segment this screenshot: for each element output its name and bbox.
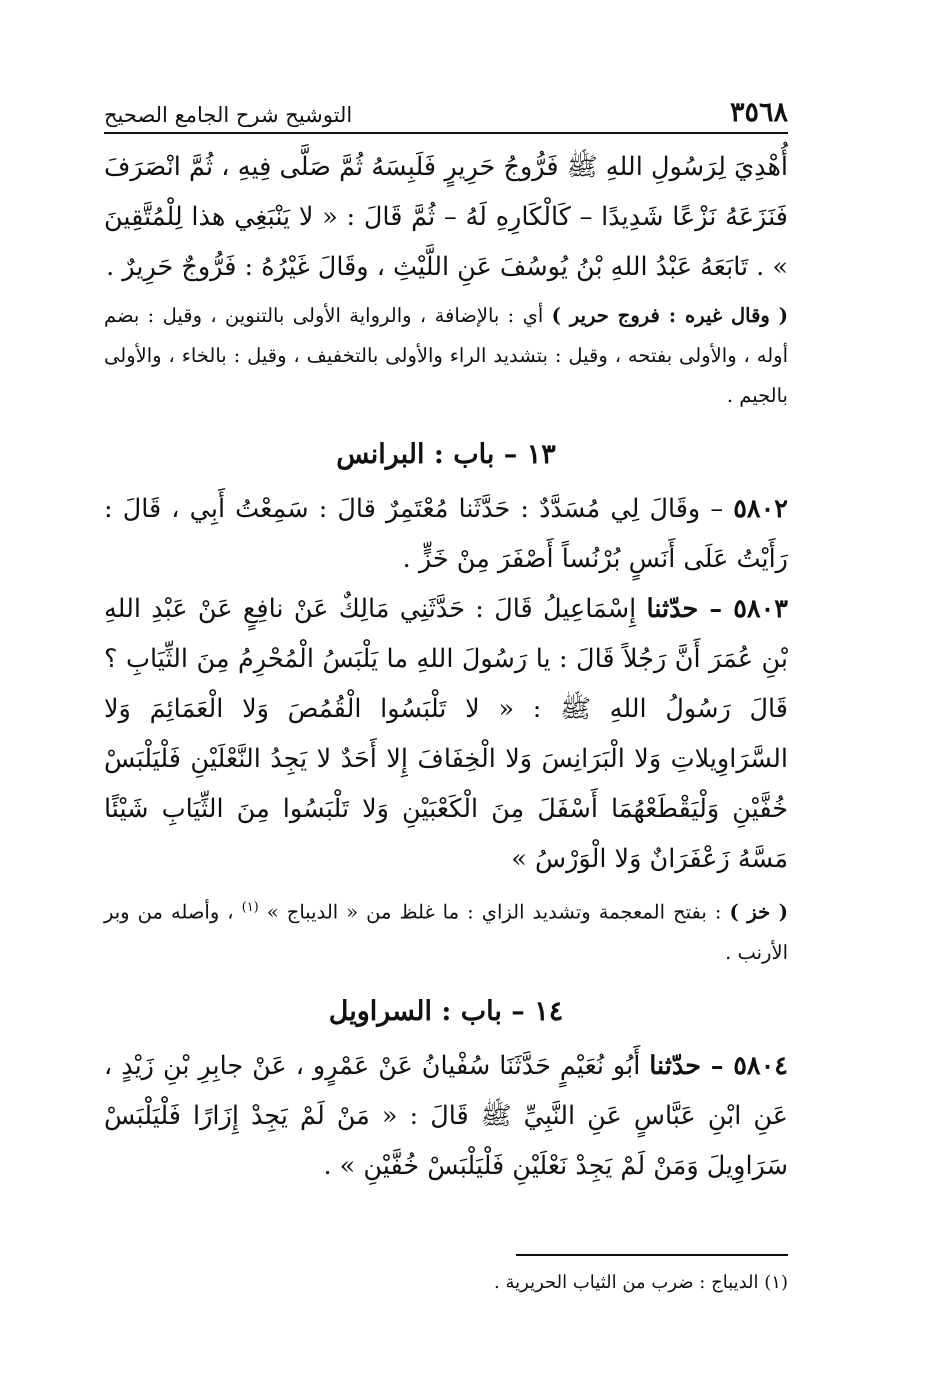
hadith-5802 bbox=[104, 484, 788, 584]
commentary-khazz bbox=[104, 888, 788, 973]
commentary-lemma: ( خز ) bbox=[729, 900, 788, 924]
hadith-text: – وقَالَ لِي مُسَدَّدٌ : حَدَّثَنا مُعْتَمِرٌ قالَ : سَمِعْتُ أَبِي ، قَالَ : رَأَيْتُ عَلَى أَنَسٍ بُرْنُساً أَصْفَرَ مِنْ خَزٍّ . bbox=[104, 494, 788, 574]
book-page bbox=[104, 86, 788, 1326]
hadith-5804 bbox=[104, 1041, 788, 1191]
hadith-number: ٥٨٠٣ bbox=[733, 594, 788, 624]
hadith-lead: – حدّثنا bbox=[649, 1050, 734, 1081]
book-title: التوشيح شرح الجامع الصحيح bbox=[104, 103, 353, 127]
hadith-number: ٥٨٠٤ bbox=[733, 1050, 789, 1081]
hadith-text: إِسْمَاعِيلُ قَالَ : حَدَّثَنِي مَالِكٌ عَنْ نافِعٍ عَنْ عَبْدِ اللهِ بْنِ عُمَرَ أَنَّ رَجُلاً قَالَ : يا رَسُولَ اللهِ ما يَلْبَسُ الْمُحْرِمُ مِنَ الثِّيَابِ ؟ قَالَ رَسُولُ اللهِ ﷺ : « لا تَلْبَسُوا الْقُمُصَ وَلا الْعَمَائِمَ وَلا السَّرَاوِيلاتِ وَلا الْبَرَانِسَ وَلا الْخِفَافَ إِلا أَحَدٌ لا يَجِدُ النَّعْلَيْنِ فَلْيَلْبَسْ خُفَّيْنِ وَلْيَقْطَعْهُمَا أَسْفَلَ مِنَ الْكَعْبَيْنِ وَلا تَلْبَسُوا مِنَ الثِّيَابِ شَيْئًا مَسَّهُ زَعْفَرَانٌ وَلا الْوَرْسُ » bbox=[104, 594, 788, 874]
hadith-5801-continuation: أُهْدِيَ لِرَسُولِ اللهِ ﷺ فَرُّوجُ حَرِيرٍ فَلَبِسَهُ ثُمَّ صَلَّى فِيهِ ، ثُمَّ انْصَرَفَ فَنَزَعَهُ نَزْعًا شَدِيدًا – كَالْكَارِهِ لَهُ – ثُمَّ قَالَ : « لا يَنْبَغِي هذا لِلْمُتَّقِينَ » . تَابَعَهُ عَبْدُ اللهِ بْنُ يُوسُفَ عَنِ اللَّيْثِ ، وقَالَ غَيْرُهُ : فَرُّوجٌ حَرِيرٌ . bbox=[104, 152, 788, 282]
hadith-text: أَبُو نُعَيْمٍ حَدَّثَنَا سُفْيانُ عَنْ عَمْرٍو ، عَنْ جابِرِ بْنِ زَيْدٍ ، عَنِ ابْنِ عَبَّاسٍ عَنِ النَّبِيِّ ﷺ قَالَ : « مَنْ لَمْ يَجِدْ إِزَارًا فَلْيَلْبَسْ سَرَاوِيلَ وَمَنْ لَمْ يَجِدْ نَعْلَيْنِ فَلْيَلْبَسْ خُفَّيْنِ » . bbox=[104, 1050, 788, 1181]
hadith-number: ٥٨٠٢ bbox=[733, 494, 788, 524]
page-body bbox=[104, 142, 788, 1191]
footnote-marker: (١) bbox=[241, 900, 259, 915]
hadith-lead: – حدّثنا bbox=[646, 594, 734, 624]
page-number: ٣٥٦٨ bbox=[729, 97, 788, 128]
commentary-farruj bbox=[104, 296, 788, 416]
running-head bbox=[104, 86, 788, 134]
chapter-heading-13: ١٣ – باب : البرانس bbox=[336, 439, 556, 470]
commentary-lemma: ( وقال غيره : فروج حرير ) bbox=[551, 304, 789, 327]
footnote-divider bbox=[516, 1254, 788, 1256]
commentary-text: أي : بالإضافة ، والرواية الأولى بالتنوين ، وقيل : بضم أوله ، والأولى بفتحه ، وقيل : بتشديد الراء والأولى بالتخفيف ، وقيل : بالخاء ، والأولى بالجيم . bbox=[104, 304, 788, 407]
footnote: (١) الديباج : ضرب من الثياب الحريرية . bbox=[494, 1272, 788, 1293]
commentary-text: : بفتح المعجمة وتشديد الزاي : ما غلظ من « الديباج » bbox=[258, 900, 730, 924]
chapter-heading-14: ١٤ – باب : السراويل bbox=[328, 995, 564, 1027]
hadith-5803 bbox=[104, 584, 788, 884]
commentary-text-end: ، وأصله من وبر الأرنب . bbox=[104, 900, 788, 964]
